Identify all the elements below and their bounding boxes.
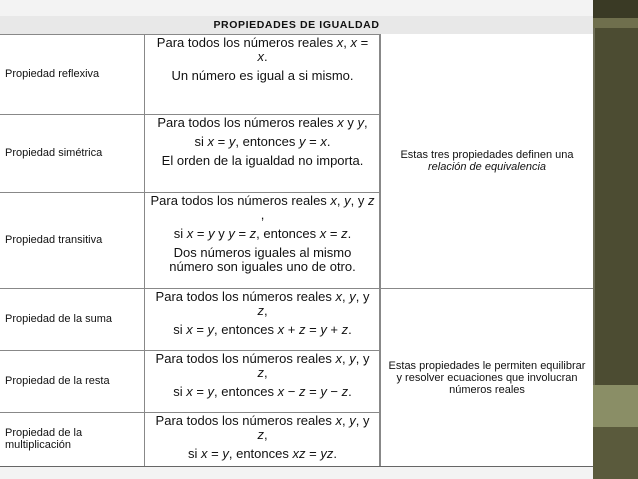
property-description [146,288,380,350]
equivalence-note [381,34,593,288]
description-line: Dos números iguales al mismo número son iguales uno de otro. [169,245,356,274]
property-name: Propiedad transitiva [0,192,145,288]
description-line: si x = y, entonces x + z = y + z. [173,322,352,337]
property-name: Propiedad simétrica [0,114,145,192]
properties-table [0,16,593,467]
description-line: si x = y, entonces xz = yz. [188,446,337,461]
description-line: si x = y, entonces x − z = y − z. [173,384,352,399]
property-name: Propiedad reflexiva [0,34,145,114]
description-line: si x = y y y = z, entonces x = z. [173,226,352,241]
strip-block-light [593,385,638,427]
decorative-side-strip [593,0,638,479]
property-description [146,350,380,412]
property-name: Propiedad de la multiplicación [0,412,145,466]
description-line: si x = y, entonces y = x. [194,134,331,149]
equivalence-note-text: Estas tres propiedades definen una relación de equivalencia [400,149,574,173]
equations-note-text: Estas propiedades le permiten equilibrar y resolver ecuaciones que involucran números reales [388,359,586,396]
description-line: Un número es igual a si mismo. [171,68,354,83]
property-description [146,34,380,114]
strip-block-accent [593,18,638,28]
description-line: Para todos los números reales x y y, [157,115,368,130]
table-title: PROPIEDADES DE IGUALDAD [0,16,593,35]
strip-block-top [593,0,638,18]
description-line: Para todos los números reales x, y, y z, [155,289,370,318]
description-line: Para todos los números reales x, y, y z, [155,351,370,380]
equations-note [381,288,593,466]
property-description [146,114,380,192]
description-line: El orden de la igualdad no importa. [161,153,364,168]
property-description [146,192,380,288]
property-name: Propiedad de la suma [0,288,145,350]
description-line: Para todos los números reales x, y, y z , [150,193,375,222]
property-name: Propiedad de la resta [0,350,145,412]
description-line: Para todos los números reales x, x = x. [156,35,369,64]
description-line: Para todos los números reales x, y, y z, [155,413,370,442]
property-description [146,412,380,466]
strip-block-bottom [593,427,638,479]
